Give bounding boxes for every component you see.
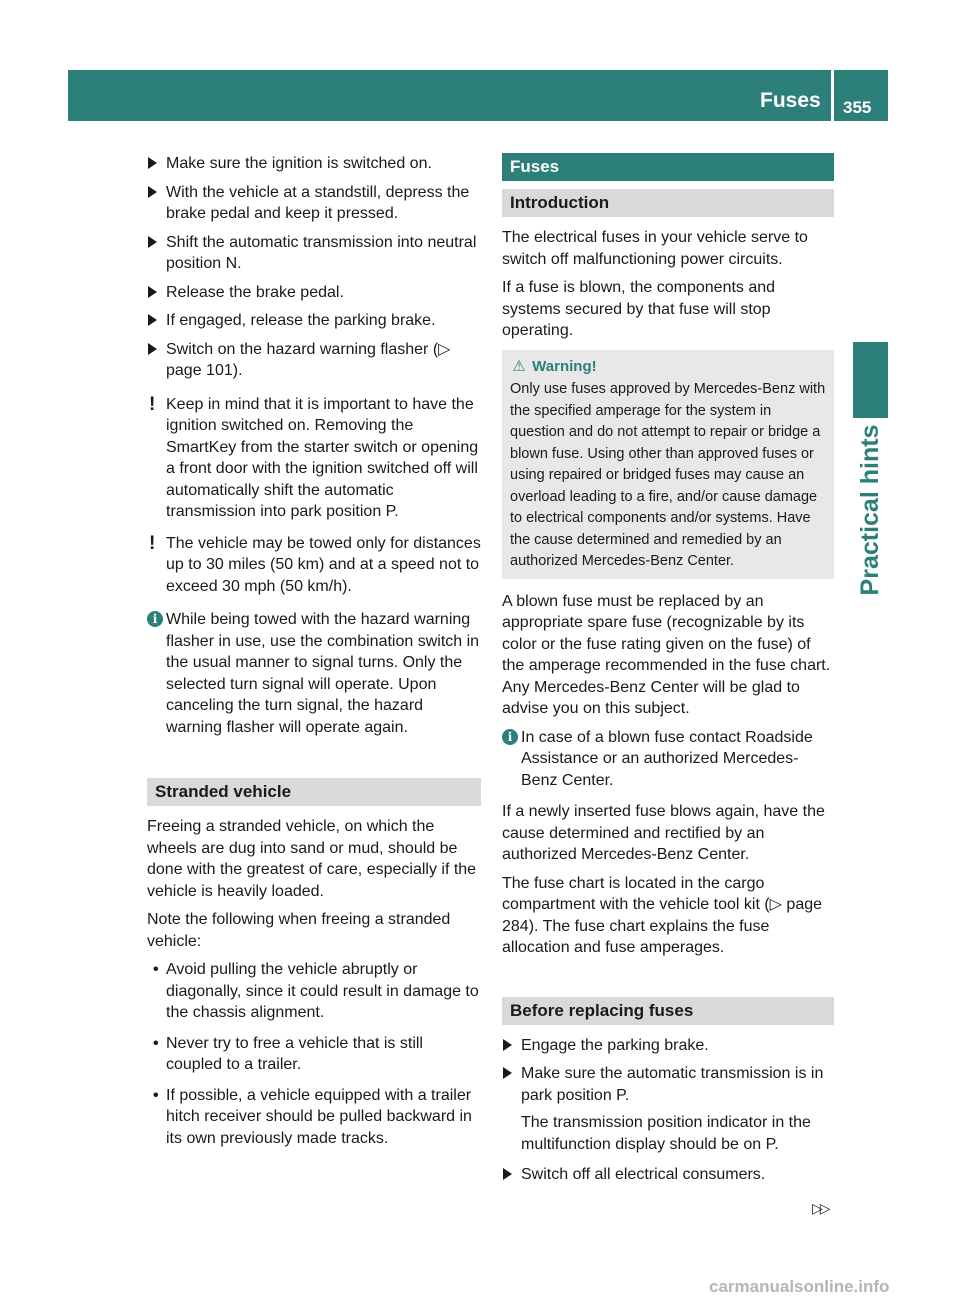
exclamation-icon: !	[149, 393, 156, 415]
step-item: Engage the parking brake.	[502, 1035, 834, 1057]
step-arrow-icon	[148, 343, 157, 355]
chapter-tab	[853, 342, 888, 418]
bullet-item: • Never try to free a vehicle that is still coupled to a trailer.	[153, 1034, 423, 1073]
fuse-again-paragraph: If a newly inserted fuse blows again, have the cause determined and rectified by an authorized Mercedes-Benz Center.	[502, 803, 825, 863]
step-arrow-icon	[148, 186, 157, 198]
header-divider	[831, 70, 834, 121]
blown-fuse-paragraph: A blown fuse must be replaced by an appropriate spare fuse (recognizable by its color or the fuse rating given on the fuse) of the amperage recommended in the fuse chart. Any Mercedes-Benz Center will be glad to advise you on this subject.	[502, 592, 831, 717]
step-item: With the vehicle at a standstill, depress the brake pedal and keep it pressed.	[147, 182, 481, 225]
info-note: i In case of a blown fuse contact Roadside Assistance or an authorized Mercedes-Benz Center.	[502, 727, 834, 792]
chapter-label: Practical hints	[856, 424, 884, 596]
caution-note: ! The vehicle may be towed only for distances up to 30 miles (50 km) and at a speed not to exceed 30 mph (50 km/h).	[149, 532, 481, 595]
step-arrow-icon	[148, 314, 157, 326]
caution-note: ! Keep in mind that it is important to have the ignition switched on. Removing the SmartKey from the starter switch or opening a front door with the ignition switched off will automatically shift the automatic transmission into park position P.	[149, 393, 479, 520]
section-title: Fuses	[502, 153, 834, 181]
info-icon: i	[502, 729, 518, 745]
stranded-paragraph: Freeing a stranded vehicle, on which the wheels are dug into sand or mud, should be done with the greatest of care, especially if the vehicle is heavily loaded.	[147, 818, 477, 900]
right-column	[502, 153, 834, 1193]
page-number: 355	[843, 98, 872, 117]
bullet-icon: •	[153, 1034, 159, 1052]
step-item: Release the brake pedal.	[147, 282, 481, 304]
before-replacing-heading: Before replacing fuses	[502, 997, 834, 1025]
step-item: If engaged, release the parking brake.	[147, 310, 481, 332]
warning-triangle-icon: ⚠	[512, 357, 526, 375]
step-subtext: The transmission position indicator in the multifunction display should be on P.	[521, 1114, 811, 1153]
header-section-title: Fuses	[760, 89, 821, 112]
step-item: Make sure the ignition is switched on.	[147, 153, 481, 175]
warning-text: Only use fuses approved by Mercedes-Benz with the specified amperage for the system in question and do not attempt to repair or bridge a blown fuse. Using other than approved fuses or using repaired or bridged fuses may cause an overload leading to a fire, and/or cause damage to electrical components and/or systems. Have the cause determined and remedied by an authorized Mercedes-Benz Center.	[510, 381, 826, 569]
step-item: Shift the automatic transmission into neutral position N.	[147, 232, 481, 275]
intro-paragraph: If a fuse is blown, the components and systems secured by that fuse will stop operating.	[502, 279, 776, 339]
watermark: carmanualsonline.info	[709, 1277, 890, 1296]
info-icon: i	[147, 611, 163, 627]
info-note: i While being towed with the hazard warning flasher in use, use the combination switch in the usual manner to signal turns. Only the selected turn signal will operate. Upon canceling the turn signal, the hazard warning flasher will operate again.	[147, 609, 481, 738]
step-arrow-icon	[148, 157, 157, 169]
step-arrow-icon	[148, 236, 157, 248]
stranded-paragraph: Note the following when freeing a stranded vehicle:	[147, 911, 451, 950]
step-arrow-icon	[503, 1067, 512, 1079]
bullet-item: • Avoid pulling the vehicle abruptly or diagonally, since it could result in damage to the chassis alignment.	[153, 961, 479, 1021]
step-item: Switch on the hazard warning flasher (▷ page 101).	[147, 339, 481, 382]
fuse-chart-paragraph: The fuse chart is located in the cargo compartment with the vehicle tool kit (▷ page 284). The fuse chart explains the fuse allocation and fuse amperages.	[502, 874, 823, 956]
step-arrow-icon	[503, 1039, 512, 1051]
bullet-item: • If possible, a vehicle equipped with a trailer hitch receiver should be pulled backward in its own previously made tracks.	[153, 1086, 472, 1147]
left-column	[147, 153, 481, 1158]
exclamation-icon: !	[149, 532, 156, 554]
warning-title: ⚠ Warning!	[510, 356, 826, 378]
step-arrow-icon	[148, 286, 157, 298]
stranded-vehicle-heading: Stranded vehicle	[147, 778, 481, 806]
bullet-icon: •	[153, 1086, 159, 1104]
step-item: Make sure the automatic transmission is in park position P. The transmission position indicator in the multifunction display should be on P.	[502, 1063, 834, 1155]
bullet-icon: •	[153, 961, 159, 978]
continue-arrows-icon: ▷▷	[812, 1200, 828, 1216]
intro-paragraph: The electrical fuses in your vehicle serve to switch off malfunctioning power circuits.	[502, 229, 808, 268]
step-item: Switch off all electrical consumers.	[502, 1164, 834, 1186]
step-arrow-icon	[503, 1168, 512, 1180]
warning-box	[502, 350, 834, 579]
introduction-heading: Introduction	[502, 189, 834, 217]
